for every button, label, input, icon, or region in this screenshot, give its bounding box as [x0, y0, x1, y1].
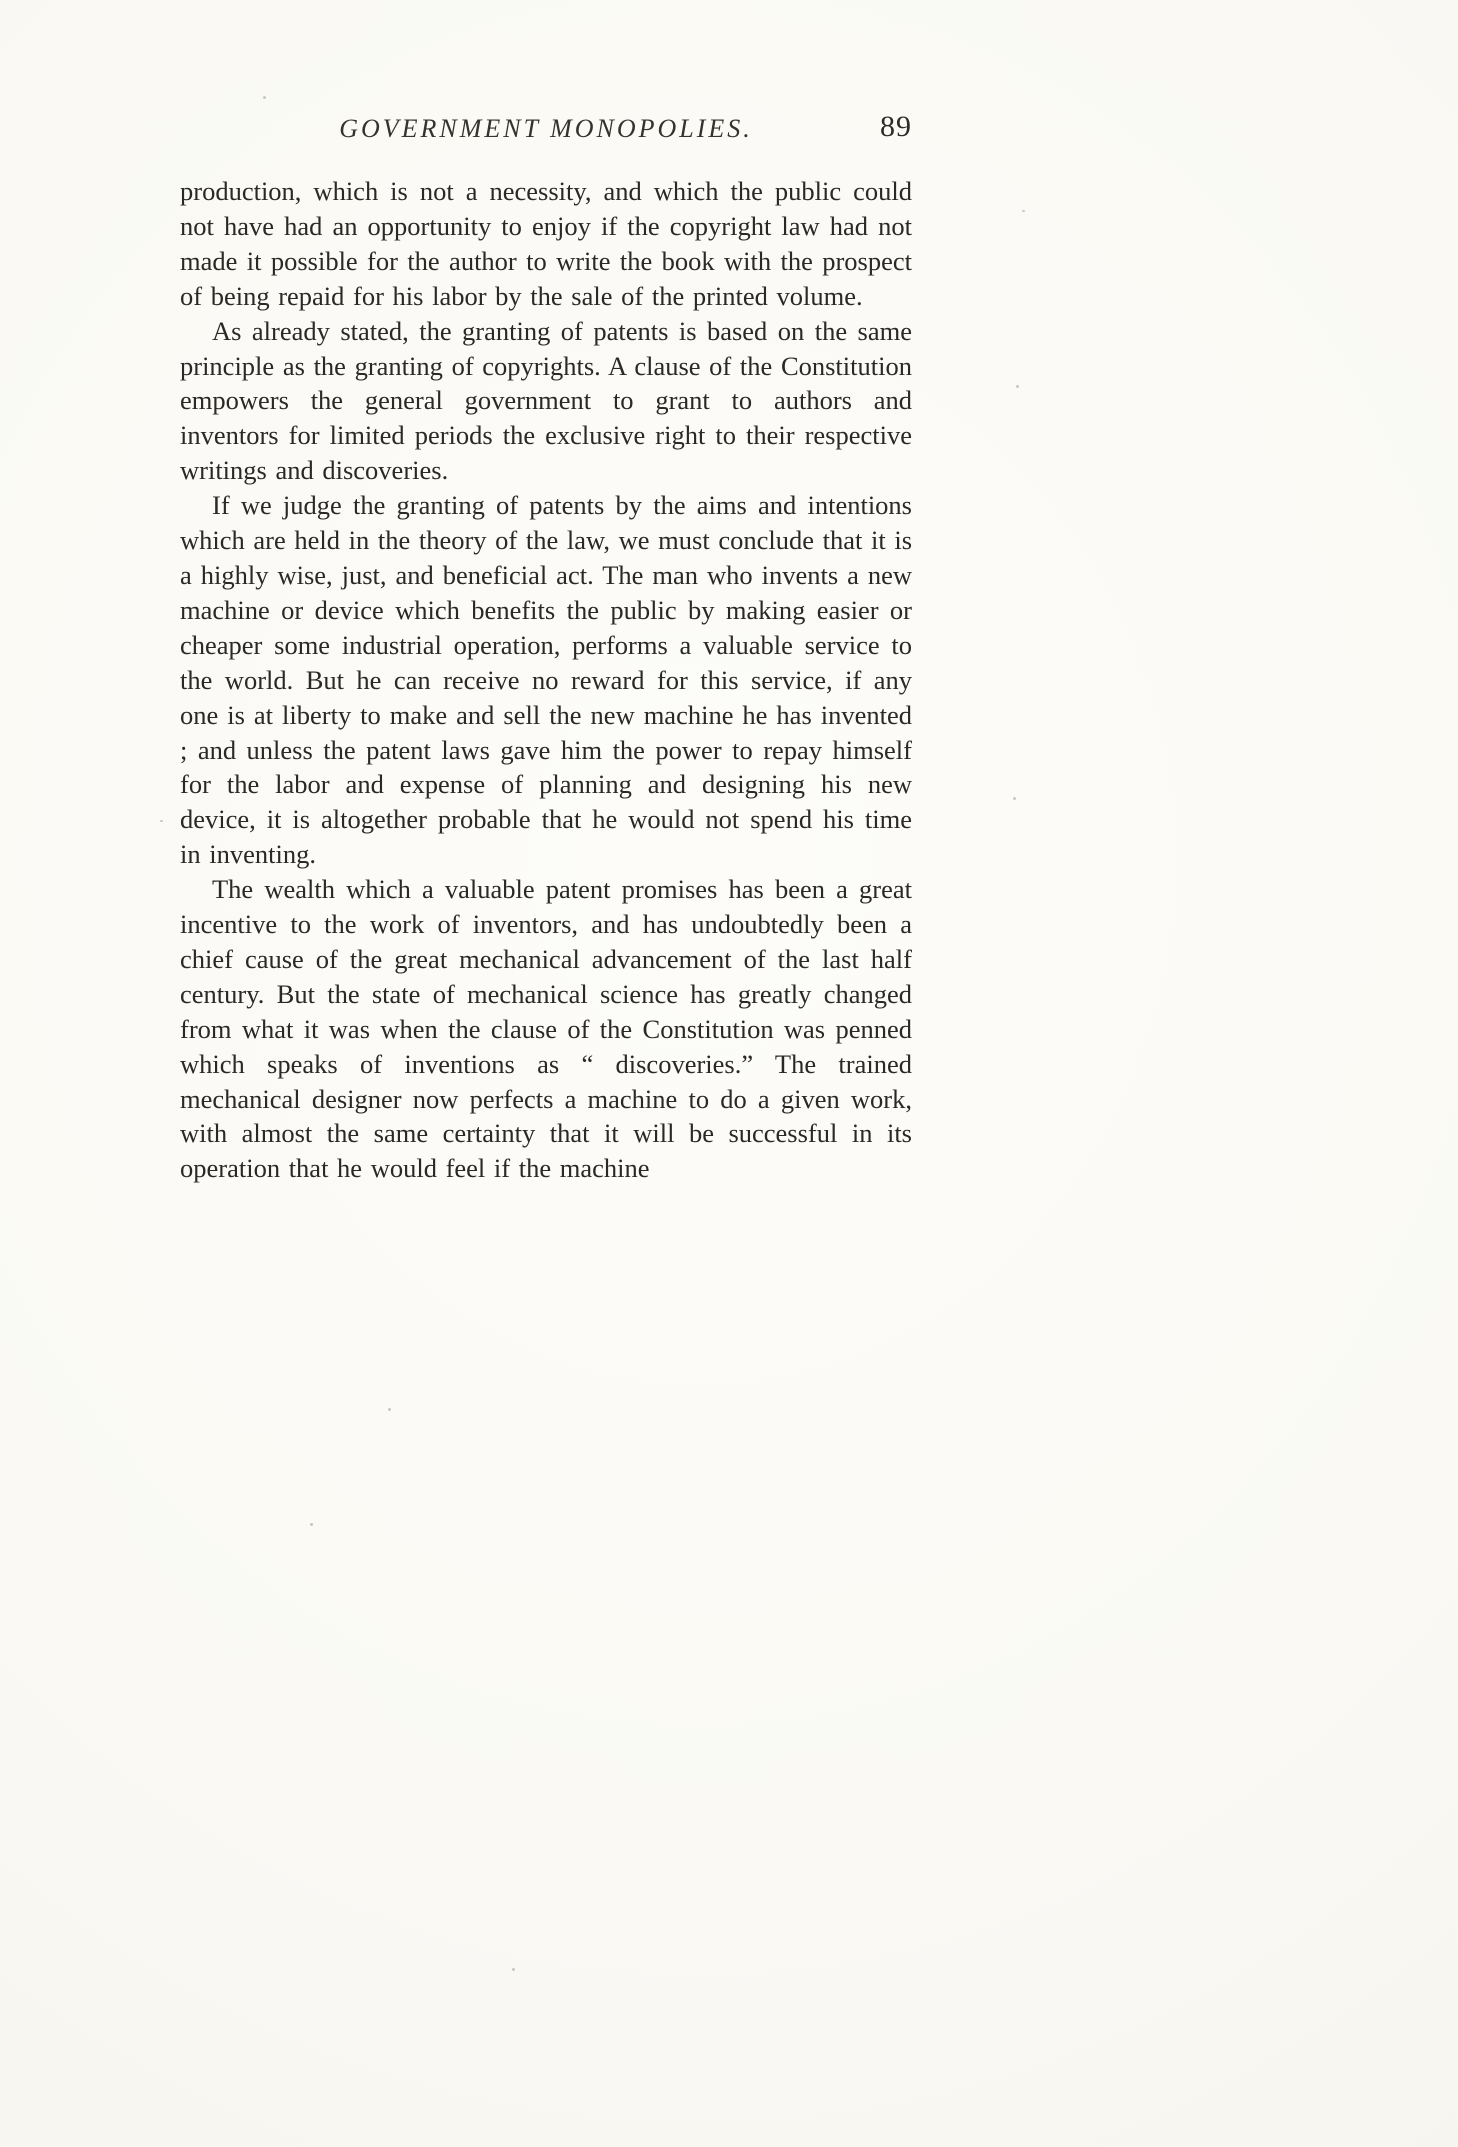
header-title: GOVERNMENT MONOPOLIES.	[339, 114, 753, 143]
scan-speck	[1022, 210, 1025, 212]
scan-speck	[263, 96, 266, 99]
scan-speck	[512, 1968, 515, 1971]
scan-speck	[310, 1523, 313, 1526]
scan-speck	[388, 1408, 391, 1411]
page-number: 89	[880, 110, 912, 143]
paragraph-3: If we judge the granting of patents by the aims and intentions which are held in the theory of the law, we must conclude that it is a highly wise, just, and beneficial act. The man who invents a new machine or device which benefits the public by making easier or cheaper some industrial operation, performs a valuable service to the world. But he can receive no reward for this service, if any one is at liberty to make and sell the new machine he has invented ; and unless the patent laws gave him the power to repay himself for the labor and expense of planning and designing his new device, it is altogether probable that he would not spend his time in inventing.	[180, 490, 913, 870]
page-body	[180, 174, 912, 1186]
scan-speck	[1013, 797, 1016, 800]
scan-speck	[160, 820, 163, 822]
paragraph-1: production, which is not a necessity, and which the public could not have had an opportunity to enjoy if the copyright law had not made it possible for the author to write the book with the prospect of being repaid for his labor by the sale of the printed volume.	[180, 176, 912, 311]
running-header	[180, 110, 912, 154]
scan-speck	[1016, 385, 1019, 388]
paragraph-4: The wealth which a valuable patent promises has been a great incentive to the work of inventors, and has undoubtedly been a chief cause of the great mechanical advancement of the last half century. But the state of mechanical science has greatly changed from what it was when the clause of the Constitution was penned which speaks of inventions as “ discoveries.” The trained mechanical designer now perfects a machine to do a given work, with almost the same certainty that it will be successful in its operation that he would feel if the machine	[180, 874, 912, 1184]
paragraph-2: As already stated, the granting of patents is based on the same principle as the granting of copyrights. A clause of the Constitution empowers the general government to grant to authors and inventors for limited periods the exclusive right to their respective writings and discoveries.	[180, 315, 912, 486]
